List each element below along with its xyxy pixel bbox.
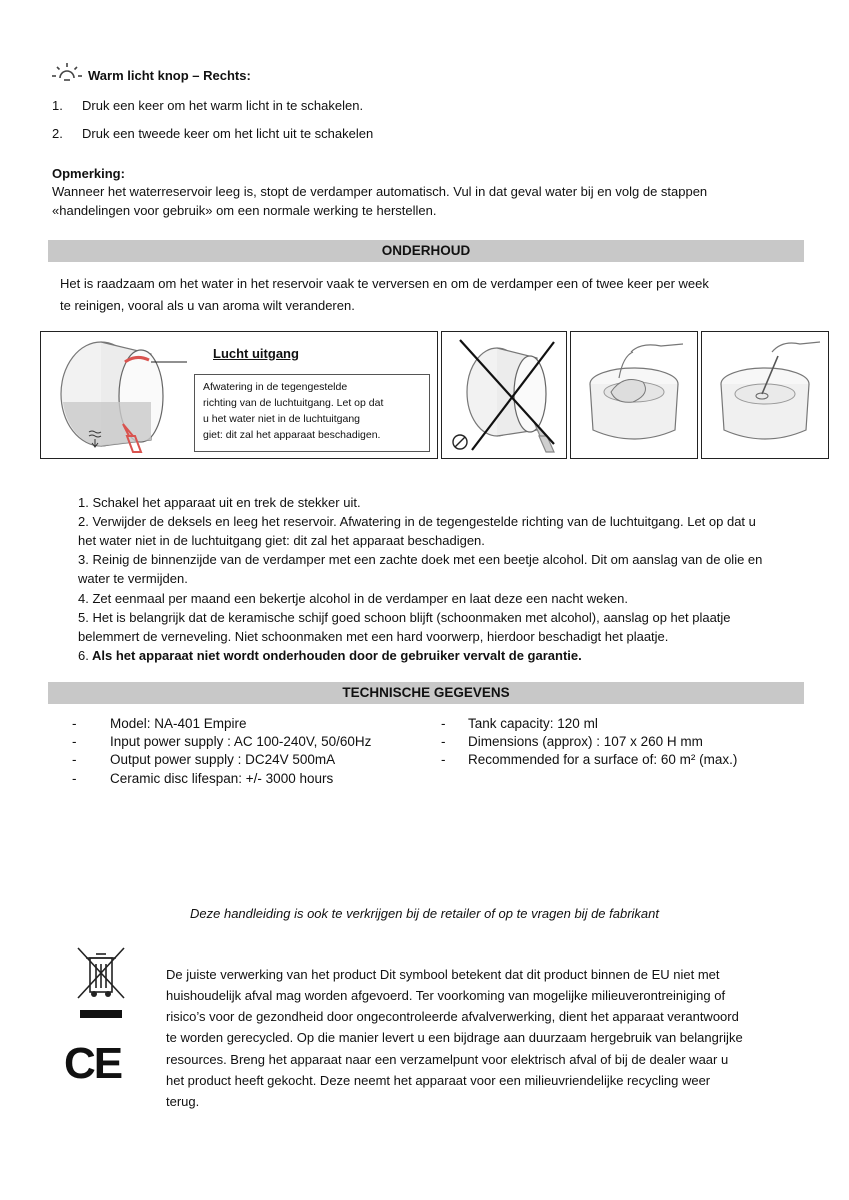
maintenance-list-line: belemmert de verneveling. Niet schoonmaken met een hard voorwerp, hierdoor beschadigt het plaatje.	[78, 629, 669, 644]
disposal-text-line: het product heeft gekocht. Deze neemt het apparaat voor een milieuvriendelijke recycling weer	[166, 1073, 711, 1088]
warranty-item-text: Als het apparaat niet wordt onderhouden door de gebruiker vervalt de garantie.	[88, 648, 582, 663]
spec-dash: -	[72, 752, 77, 767]
maintenance-list-line: 5. Het is belangrijk dat de keramische schijf goed schoon blijft (schoonmaken met alcohol), aanslag op het plaatje	[78, 610, 731, 625]
caption-line: giet: dit zal het apparaat beschadigen.	[203, 429, 381, 441]
diffuser-illustration-panel-4	[701, 331, 829, 459]
maintenance-intro-line: te reinigen, vooral als u van aroma wilt veranderen.	[60, 298, 355, 313]
spec-dash: -	[441, 752, 446, 767]
spec-text: Output power supply : DC24V 500mA	[110, 752, 336, 767]
spec-text: Model: NA-401 Empire	[110, 716, 247, 731]
step-text: Druk een tweede keer om het licht uit te schakelen	[82, 126, 374, 141]
cleaning-disc-illustration	[702, 332, 828, 458]
specs-section-header: TECHNISCHE GEGEVENS	[48, 682, 804, 704]
caption-line: u het water niet in de luchtuitgang	[203, 413, 361, 425]
maintenance-list-line: 3. Reinig de binnenzijde van de verdamper met een zachte doek met een beetje alcohol. Dit om aanslag van de olie en	[78, 552, 763, 567]
warranty-item-number: 6.	[78, 648, 89, 663]
note-line: «handelingen voor gebruik» om een normale werking te herstellen.	[52, 203, 437, 218]
spec-dash: -	[441, 716, 446, 731]
caption-line: Afwatering in de tegengestelde	[203, 381, 348, 393]
maintenance-intro-line: Het is raadzaam om het water in het reservoir vaak te verversen en om de verdamper een of twee keer per week	[60, 276, 709, 291]
spec-text: Recommended for a surface of: 60 m² (max.)	[468, 752, 738, 767]
maintenance-list-line: water te vermijden.	[78, 571, 188, 586]
weee-bin-icon	[72, 944, 128, 1020]
warranty-warning	[78, 648, 582, 663]
step-number: 2.	[52, 126, 63, 141]
caption-line: richting van de luchtuitgang. Let op dat	[203, 397, 384, 409]
spec-item	[72, 716, 247, 731]
spec-text: Dimensions (approx) : 107 x 260 H mm	[468, 734, 703, 749]
step-text: Druk een keer om het warm licht in te schakelen.	[82, 98, 364, 113]
spec-text: Input power supply : AC 100-240V, 50/60Hz	[110, 734, 372, 749]
spec-item	[72, 771, 333, 786]
ce-mark-text: CE	[64, 1039, 122, 1088]
air-outlet-label: Lucht uitgang	[213, 346, 299, 361]
disposal-text-line: te worden gerecycled. Op die manier levert u een bijdrage aan duurzaam hergebruik van belangrijke	[166, 1030, 743, 1045]
spec-item	[72, 734, 371, 749]
note-line: Wanneer het waterreservoir leeg is, stopt de verdamper automatisch. Vul in dat geval water bij en volg de stappen	[52, 184, 708, 199]
spec-dash: -	[72, 716, 77, 731]
step-number: 1.	[52, 98, 63, 113]
wrong-drainage-illustration	[442, 332, 566, 458]
ce-mark-icon	[64, 1040, 130, 1088]
note-title: Opmerking:	[52, 166, 125, 181]
maintenance-list-line: het water niet in de luchtuitgang giet: dit zal het apparaat beschadigen.	[78, 533, 485, 548]
disposal-text-line: risico’s voor de gezondheid door ongecontroleerde afvalverwerking, dient het apparaat verantwoord	[166, 1009, 739, 1024]
diffuser-illustration-panel-1	[40, 331, 438, 459]
spec-item	[72, 752, 335, 767]
sun-icon	[50, 60, 84, 84]
maintenance-list-line: 4. Zet eenmaal per maand een bekertje alcohol in de verdamper en laat deze een nacht weken.	[78, 591, 628, 606]
step-2	[52, 126, 373, 141]
step-1	[52, 98, 363, 113]
spec-dash: -	[72, 734, 77, 749]
diffuser-illustration-panel-2	[441, 331, 567, 459]
diffuser-illustration-panel-3	[570, 331, 698, 459]
spec-item	[441, 734, 703, 749]
disposal-text-line: resources. Breng het apparaat naar een verzamelpunt voor elektrisch afval of bij de dealer waar u	[166, 1052, 729, 1067]
spec-dash: -	[441, 734, 446, 749]
warm-light-heading: Warm licht knop – Rechts:	[88, 68, 251, 83]
disposal-text-line: huishoudelijk afval mag worden afgevoerd. Ter voorkoming van mogelijke milieuverontreiniging of	[166, 988, 726, 1003]
disposal-text-line: De juiste verwerking van het product Dit symbool betekent dat dit product binnen de EU niet met	[166, 967, 720, 982]
spec-dash: -	[72, 771, 77, 786]
maintenance-list-line: 2. Verwijder de deksels en leeg het reservoir. Afwatering in de tegengestelde richting van de luchtuitgang. Let op dat u	[78, 514, 756, 529]
drainage-caption-box	[194, 374, 430, 452]
spec-item	[441, 752, 737, 767]
maintenance-list-line: 1. Schakel het apparaat uit en trek de stekker uit.	[78, 495, 361, 510]
spec-text: Ceramic disc lifespan: +/- 3000 hours	[110, 771, 334, 786]
manual-availability-note: Deze handleiding is ook te verkrijgen bij de retailer of op te vragen bij de fabrikant	[190, 906, 659, 921]
spec-item	[441, 716, 598, 731]
maintenance-section-header: ONDERHOUD	[48, 240, 804, 262]
disposal-text-line: terug.	[166, 1094, 200, 1109]
cleaning-cloth-illustration	[571, 332, 697, 458]
spec-text: Tank capacity: 120 ml	[468, 716, 598, 731]
